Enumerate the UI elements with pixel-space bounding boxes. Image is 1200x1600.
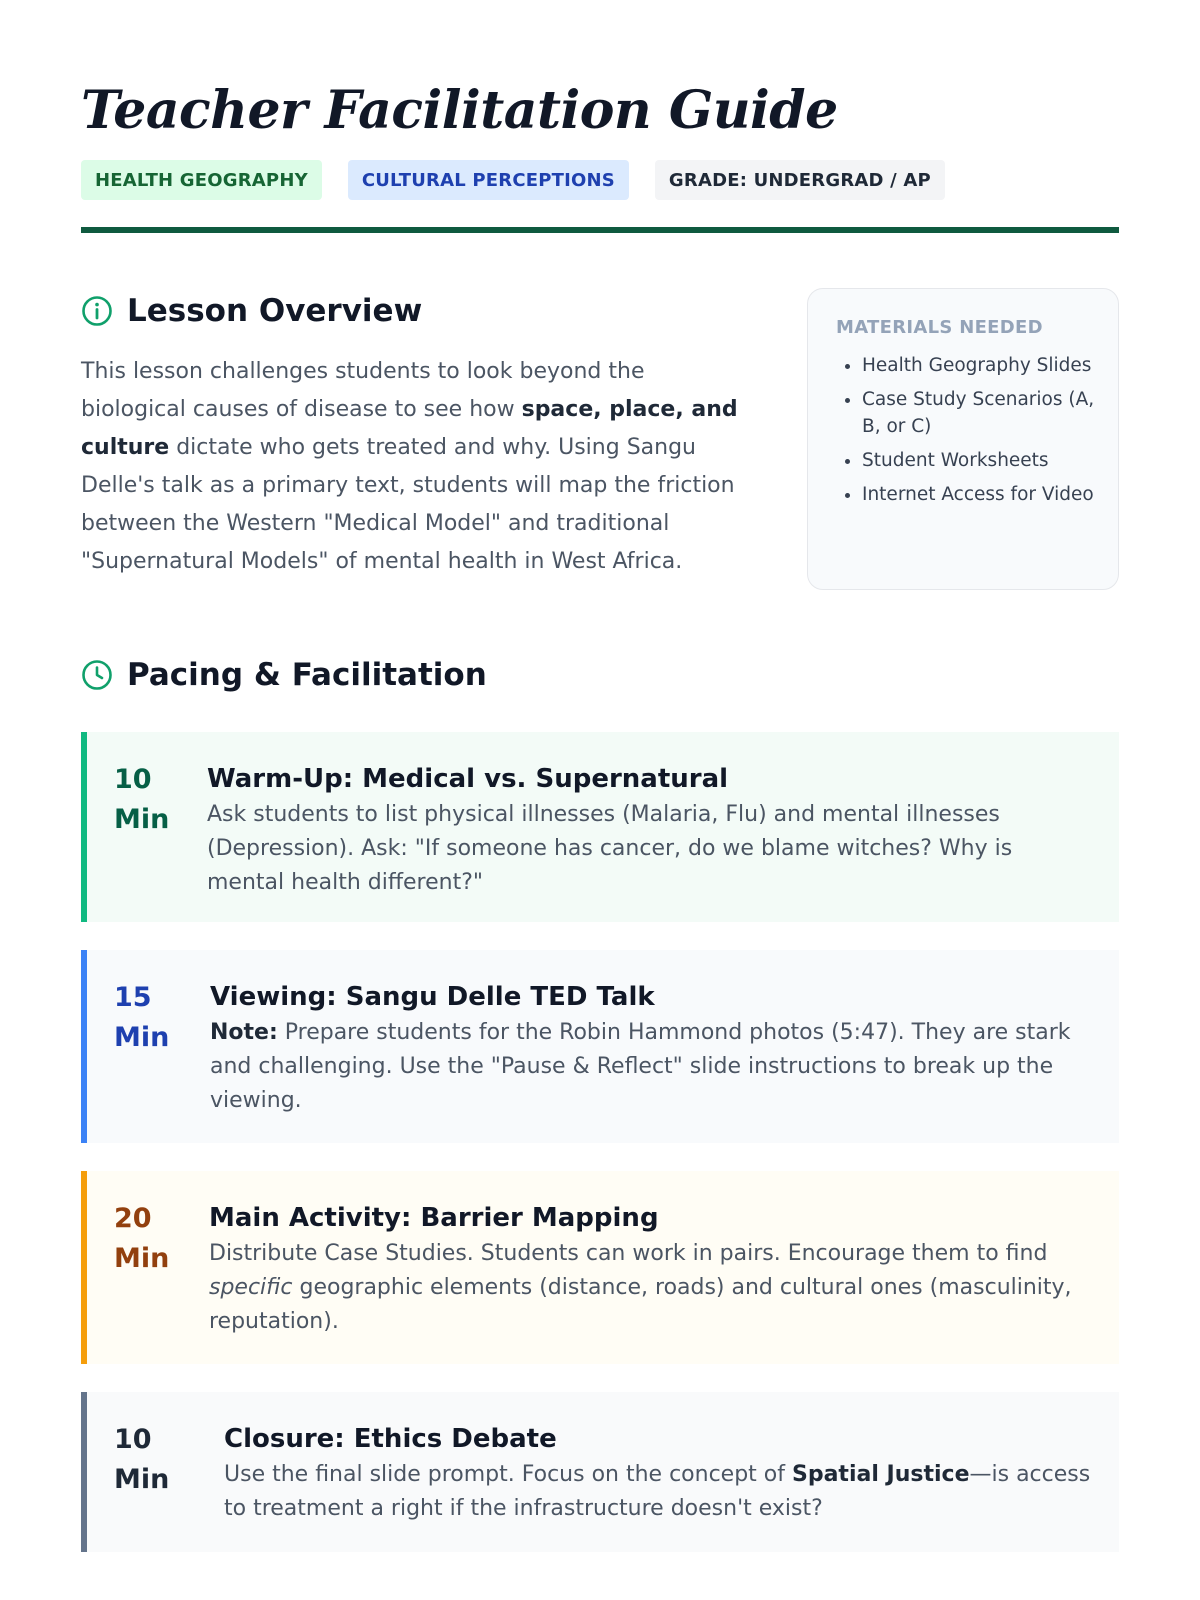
card-text-start: Use the final slide prompt. Focus on the concept of	[224, 1462, 792, 1487]
card-minutes-unit: Min	[114, 1464, 170, 1495]
pacing-section	[81, 652, 1119, 1552]
card-title: Warm-Up: Medical vs. Supernatural	[207, 764, 729, 794]
overview-paragraph	[81, 353, 741, 581]
card-duration	[87, 950, 210, 1143]
pacing-card-closure	[81, 1392, 1119, 1552]
tag-cultural-perceptions: CULTURAL PERCEPTIONS	[348, 160, 629, 200]
card-description	[224, 1458, 1093, 1526]
card-minutes: 10	[114, 1424, 152, 1455]
tag-health-geography: HEALTH GEOGRAPHY	[81, 160, 322, 200]
card-title: Viewing: Sangu Delle TED Talk	[210, 982, 655, 1012]
card-text-emphasis: specific	[209, 1275, 293, 1300]
card-text-start: Distribute Case Studies. Students can work in pairs. Encourage them to find	[209, 1241, 1048, 1266]
overview-text-start: This lesson challenges students to look beyond the biological causes of disease to see how	[81, 359, 645, 422]
card-duration	[87, 732, 207, 922]
card-minutes: 20	[114, 1203, 152, 1234]
card-text-end: —is access to treatment a right if the infrastructure doesn't exist?	[224, 1462, 1091, 1521]
overview-text-end: dictate who gets treated and why. Using Sangu Delle's talk as a primary text, students will map the friction between the Western "Medical Model" and traditional "Supernatural Models" of mental health in West Africa.	[81, 435, 735, 574]
card-description	[209, 1237, 1093, 1339]
materials-title: MATERIALS NEEDED	[836, 317, 1043, 338]
info-circle-icon	[81, 295, 113, 327]
card-minutes-unit: Min	[114, 1243, 170, 1274]
materials-item: • Health Geography Slides	[862, 352, 1096, 379]
pacing-card-warm-up	[81, 732, 1119, 922]
card-minutes: 15	[114, 982, 152, 1013]
card-body	[209, 1171, 1119, 1364]
pacing-heading: Pacing & Facilitation	[127, 657, 487, 693]
card-minutes-unit: Min	[114, 804, 170, 835]
overview-content	[81, 288, 741, 590]
materials-item: • Case Study Scenarios (A, B, or C)	[862, 386, 1096, 440]
materials-box	[807, 288, 1119, 590]
tag-list	[81, 160, 1119, 200]
card-note-text: Prepare students for the Robin Hammond photos (5:47). They are stark and challenging. Use the "Pause & Reflect" slide instructions to break up the viewing.	[210, 1020, 1071, 1113]
header-divider	[81, 227, 1119, 233]
card-text-end: geographic elements (distance, roads) and cultural ones (masculinity, reputation).	[209, 1275, 1072, 1334]
pacing-card-main-activity	[81, 1171, 1119, 1364]
overview-heading: Lesson Overview	[127, 293, 423, 329]
page-title: Teacher Facilitation Guide	[81, 80, 838, 141]
card-text-emphasis: Spatial Justice	[791, 1462, 970, 1487]
overview-heading-row	[81, 288, 741, 334]
materials-list	[836, 352, 1096, 508]
pacing-card-viewing	[81, 950, 1119, 1143]
card-title: Main Activity: Barrier Mapping	[209, 1203, 659, 1233]
card-body	[207, 732, 1119, 922]
pacing-heading-row	[81, 652, 1119, 698]
clock-icon	[81, 659, 113, 691]
materials-item: • Student Worksheets	[862, 447, 1096, 474]
overview-section	[81, 288, 1119, 590]
pacing-cards	[81, 732, 1119, 1552]
card-minutes: 10	[114, 764, 152, 795]
card-note-label: Note:	[210, 1020, 278, 1045]
card-title: Closure: Ethics Debate	[224, 1424, 557, 1454]
tag-grade: GRADE: UNDERGRAD / AP	[655, 160, 945, 200]
card-description	[210, 1016, 1093, 1118]
card-minutes-unit: Min	[114, 1022, 170, 1053]
materials-item: • Internet Access for Video	[862, 481, 1096, 508]
card-body	[210, 950, 1119, 1143]
overview-text-emphasis: space, place, and culture	[81, 397, 738, 460]
card-description: Ask students to list physical illnesses (Malaria, Flu) and mental illnesses (Depression). Ask: "If someone has cancer, do we blame witches? Why is mental health different?"	[207, 802, 1013, 895]
card-duration	[87, 1392, 224, 1552]
card-body	[224, 1392, 1119, 1552]
card-duration	[87, 1171, 209, 1364]
